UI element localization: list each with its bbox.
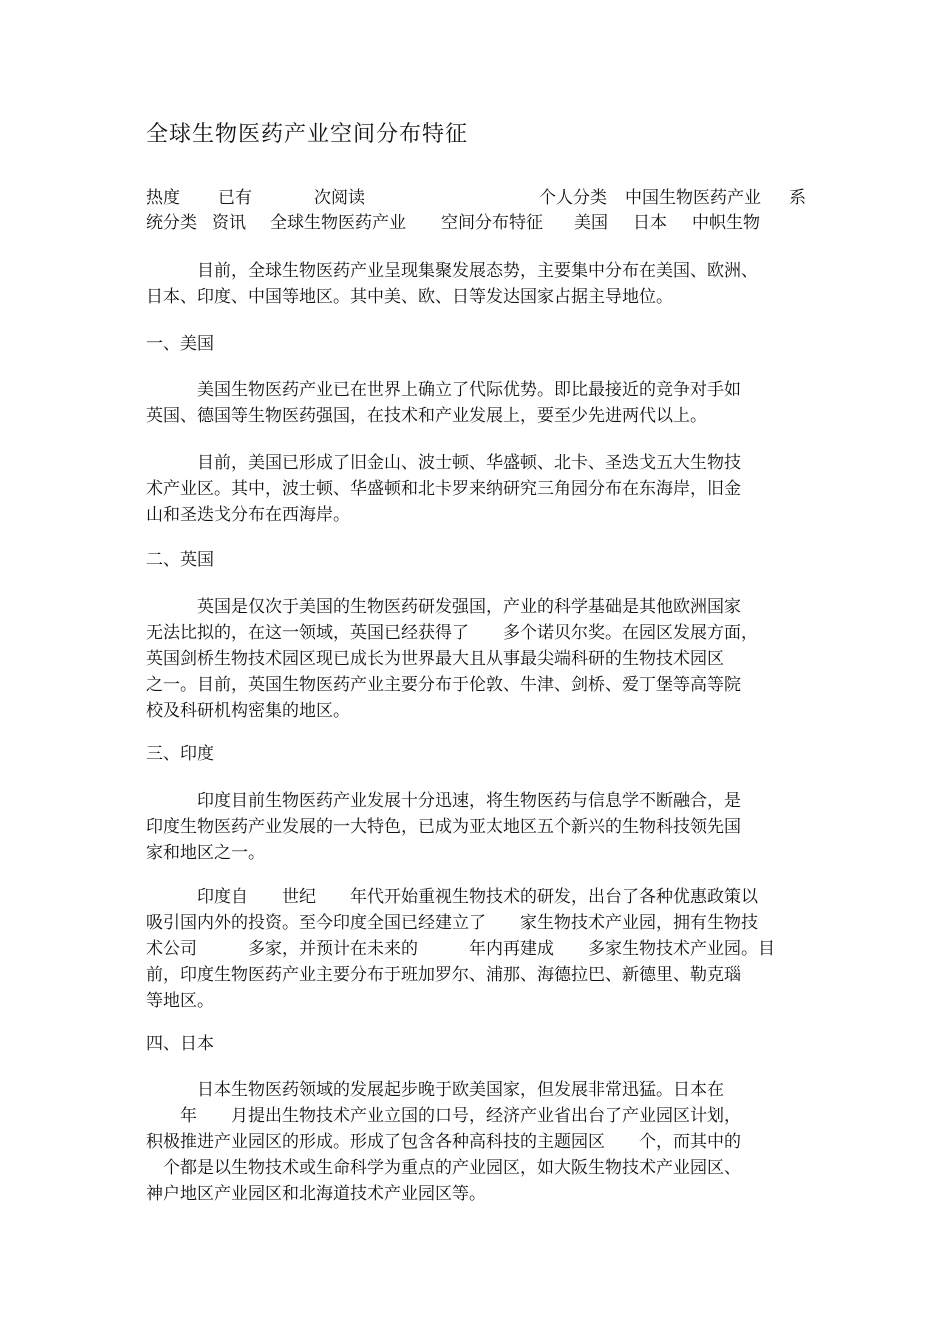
personal-category-label: 个人分类 — [539, 188, 607, 208]
paragraph-line: 印度目前生物医药产业发展十分迅速，将生物医药与信息学不断融合，是 — [146, 791, 741, 811]
india-paragraph-1 — [146, 788, 808, 866]
intro-paragraph — [146, 258, 808, 310]
has-label: 已有 — [218, 188, 252, 208]
system-category-label-start: 系 — [789, 188, 806, 208]
paragraph-line: 印度自 世纪 年代开始重视生物技术的研发，出台了各种优惠政策以 — [146, 887, 758, 907]
hot-label: 热度 — [146, 188, 180, 208]
tag-link[interactable]: 日本 — [633, 213, 667, 233]
section-heading-japan: 四、日本 — [146, 1034, 214, 1054]
paragraph-line: 之一。目前，英国生物医药产业主要分布于伦敦、牛津、剑桥、爱丁堡等高等院 — [146, 675, 741, 695]
tag-link[interactable]: 美国 — [574, 213, 608, 233]
paragraph-line: 术产业区。其中，波士顿、华盛顿和北卡罗来纳研究三角园分布在东海岸，旧金 — [146, 479, 741, 499]
paragraph-line: 日本、印度、中国等地区。其中美、欧、日等发达国家占据主导地位。 — [146, 287, 673, 307]
us-paragraph-1 — [146, 377, 808, 429]
tag-link[interactable]: 全球生物医药产业 — [270, 213, 406, 233]
paragraph-line: 家和地区之一。 — [146, 843, 265, 863]
system-category-label-end: 统分类 — [146, 213, 197, 233]
uk-paragraph-1 — [146, 594, 808, 724]
india-paragraph-2 — [146, 884, 808, 1014]
paragraph-line: 吸引国内外的投资。至今印度全国已经建立了 家生物技术产业园，拥有生物技 — [146, 913, 758, 933]
paragraph-line: 英国、德国等生物医药强国，在技术和产业发展上，要至少先进两代以上。 — [146, 406, 707, 426]
section-heading-uk: 二、英国 — [146, 550, 214, 570]
japan-paragraph-1 — [146, 1077, 808, 1207]
us-paragraph-2 — [146, 450, 808, 528]
article-title: 全球生物医药产业空间分布特征 — [146, 122, 469, 147]
tag-link[interactable]: 空间分布特征 — [441, 213, 543, 233]
section-heading-us: 一、美国 — [146, 334, 214, 354]
tag-link[interactable]: 中帜生物 — [692, 213, 760, 233]
paragraph-line: 前，印度生物医药产业主要分布于班加罗尔、浦那、海德拉巴、新德里、勒克瑙 — [146, 965, 741, 985]
paragraph-line: 山和圣迭戈分布在西海岸。 — [146, 505, 350, 525]
paragraph-line: 等地区。 — [146, 991, 214, 1011]
paragraph-line: 术公司 多家，并预计在未来的 年内再建成 多家生物技术产业园。目 — [146, 939, 775, 959]
personal-category-link[interactable]: 中国生物医药产业 — [625, 188, 761, 208]
system-category-link[interactable]: 资讯 — [212, 213, 246, 233]
section-heading-india: 三、印度 — [146, 744, 214, 764]
paragraph-line: 积极推进产业园区的形成。形成了包含各种高科技的主题园区 个，而其中的 — [146, 1132, 741, 1152]
paragraph-line: 年 月提出生物技术产业立国的口号，经济产业省出台了产业园区计划， — [146, 1106, 741, 1126]
paragraph-line: 英国剑桥生物技术园区现已成长为世界最大且从事最尖端科研的生物技术园区 — [146, 649, 724, 669]
paragraph-line: 印度生物医药产业发展的一大特色，已成为亚太地区五个新兴的生物科技领先国 — [146, 817, 741, 837]
paragraph-line: 无法比拟的，在这一领域，英国已经获得了 多个诺贝尔奖。在园区发展方面， — [146, 623, 758, 643]
read-count-label: 次阅读 — [314, 188, 365, 208]
paragraph-line: 美国生物医药产业已在世界上确立了代际优势。即比最接近的竞争对手如 — [146, 380, 741, 400]
paragraph-line: 目前，美国已形成了旧金山、波士顿、华盛顿、北卡、圣迭戈五大生物技 — [146, 453, 741, 473]
paragraph-line: 英国是仅次于美国的生物医药研发强国，产业的科学基础是其他欧洲国家 — [146, 597, 741, 617]
paragraph-line: 日本生物医药领域的发展起步晚于欧美国家，但发展非常迅猛。日本在 — [146, 1080, 724, 1100]
paragraph-line: 个都是以生物技术或生命科学为重点的产业园区，如大阪生物技术产业园区、 — [146, 1158, 741, 1178]
paragraph-line: 神户地区产业园区和北海道技术产业园区等。 — [146, 1184, 486, 1204]
paragraph-line: 校及科研机构密集的地区。 — [146, 701, 350, 721]
paragraph-line: 目前，全球生物医药产业呈现集聚发展态势，主要集中分布在美国、欧洲、 — [146, 261, 758, 281]
